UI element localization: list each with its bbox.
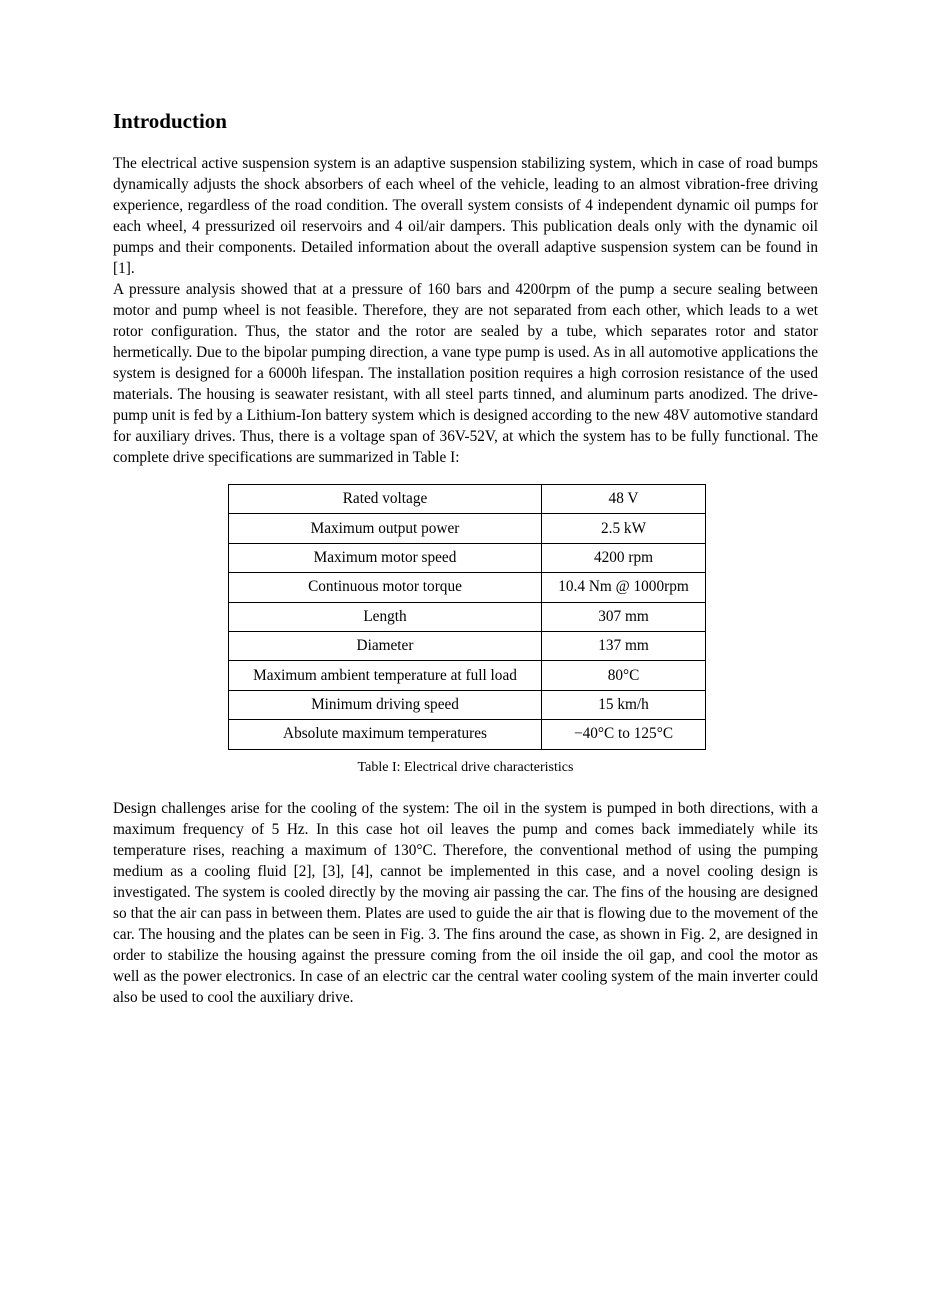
specifications-table	[228, 484, 706, 750]
table-row	[229, 514, 706, 543]
table-cell-value: 48 V	[542, 485, 706, 514]
table-row	[229, 602, 706, 631]
table-cell-value: 4200 rpm	[542, 543, 706, 572]
table-cell-label: Rated voltage	[229, 485, 542, 514]
table-row	[229, 631, 706, 660]
section-heading: Introduction	[113, 109, 227, 133]
table-cell-value: −40°C to 125°C	[542, 720, 706, 749]
table-cell-label: Absolute maximum temperatures	[229, 720, 542, 749]
table-row	[229, 720, 706, 749]
table-row	[229, 543, 706, 572]
table-cell-label: Maximum ambient temperature at full load	[229, 661, 542, 690]
table-cell-value: 137 mm	[542, 631, 706, 660]
table-cell-value: 2.5 kW	[542, 514, 706, 543]
table-cell-label: Diameter	[229, 631, 542, 660]
table-cell-value: 15 km/h	[542, 690, 706, 719]
table-row	[229, 690, 706, 719]
table-cell-label: Length	[229, 602, 542, 631]
table-row	[229, 661, 706, 690]
table-cell-value: 80°C	[542, 661, 706, 690]
table-cell-label: Minimum driving speed	[229, 690, 542, 719]
paragraph-cooling-design: Design challenges arise for the cooling of the system: The oil in the system is pumped in both directions, with a maximum frequency of 5 Hz. In this case hot oil leaves the pump and comes back immediately while its temperature rises, reaching a maximum of 130°C. Therefore, the conventional method of using the pumping medium as a cooling fluid [2], [3], [4], cannot be implemented in this case, and a novel cooling design is investigated. The system is cooled directly by the moving air passing the car. The fins of the housing are designed so that the air can pass in between them. Plates are used to guide the air that is flowing due to the movement of the car. The housing and the plates can be seen in Fig. 3. The fins around the case, as shown in Fig. 2, are designed in order to stabilize the housing against the pressure coming from the oil inside the oil gap, and cool the motor as well as the power electronics. In case of an electric car the central water cooling system of the main inverter could also be used to cool the auxiliary drive.	[113, 799, 818, 1006]
table-row	[229, 573, 706, 602]
paragraph-intro: The electrical active suspension system is an adaptive suspension stabilizing system, which in case of road bumps dynamically adjusts the shock absorbers of each wheel of the vehicle, leading to an almost vibration-free driving experience, regardless of the road condition. The overall system consists of 4 independent dynamic oil pumps for each wheel, 4 pressurized oil reservoirs and 4 oil/air dampers. This publication deals only with the dynamic oil pumps and their components. Detailed information about the overall adaptive suspension system can be found in [1].	[113, 155, 818, 277]
paragraph-pressure-analysis: A pressure analysis showed that at a pressure of 160 bars and 4200rpm of the pump a secure sealing between motor and pump wheel is not feasible. Therefore, they are not separated from each other, which leads to a wet rotor configuration. Thus, the stator and the rotor are sealed by a tube, which separates rotor and stator hermetically. Due to the bipolar pumping direction, a vane type pump is used. As in all automotive applications the system is designed for a 6000h lifespan. The installation position requires a high corrosion resistance of the used materials. The housing is seawater resistant, with all steel parts tinned, and aluminum parts anodized. The drive-pump unit is fed by a Lithium-Ion battery system which is designed according to the new 48V automotive standard for auxiliary drives. Thus, there is a voltage span of 36V-52V, at which the system has to be fully functional. The complete drive specifications are summarized in Table I:	[113, 281, 818, 466]
table-cell-label: Continuous motor torque	[229, 573, 542, 602]
table-caption: Table I: Electrical drive characteristics	[357, 759, 574, 775]
table-cell-value: 307 mm	[542, 602, 706, 631]
table-cell-label: Maximum motor speed	[229, 543, 542, 572]
table-row	[229, 485, 706, 514]
table-cell-label: Maximum output power	[229, 514, 542, 543]
document-page	[113, 108, 818, 1008]
table-cell-value: 10.4 Nm @ 1000rpm	[542, 573, 706, 602]
